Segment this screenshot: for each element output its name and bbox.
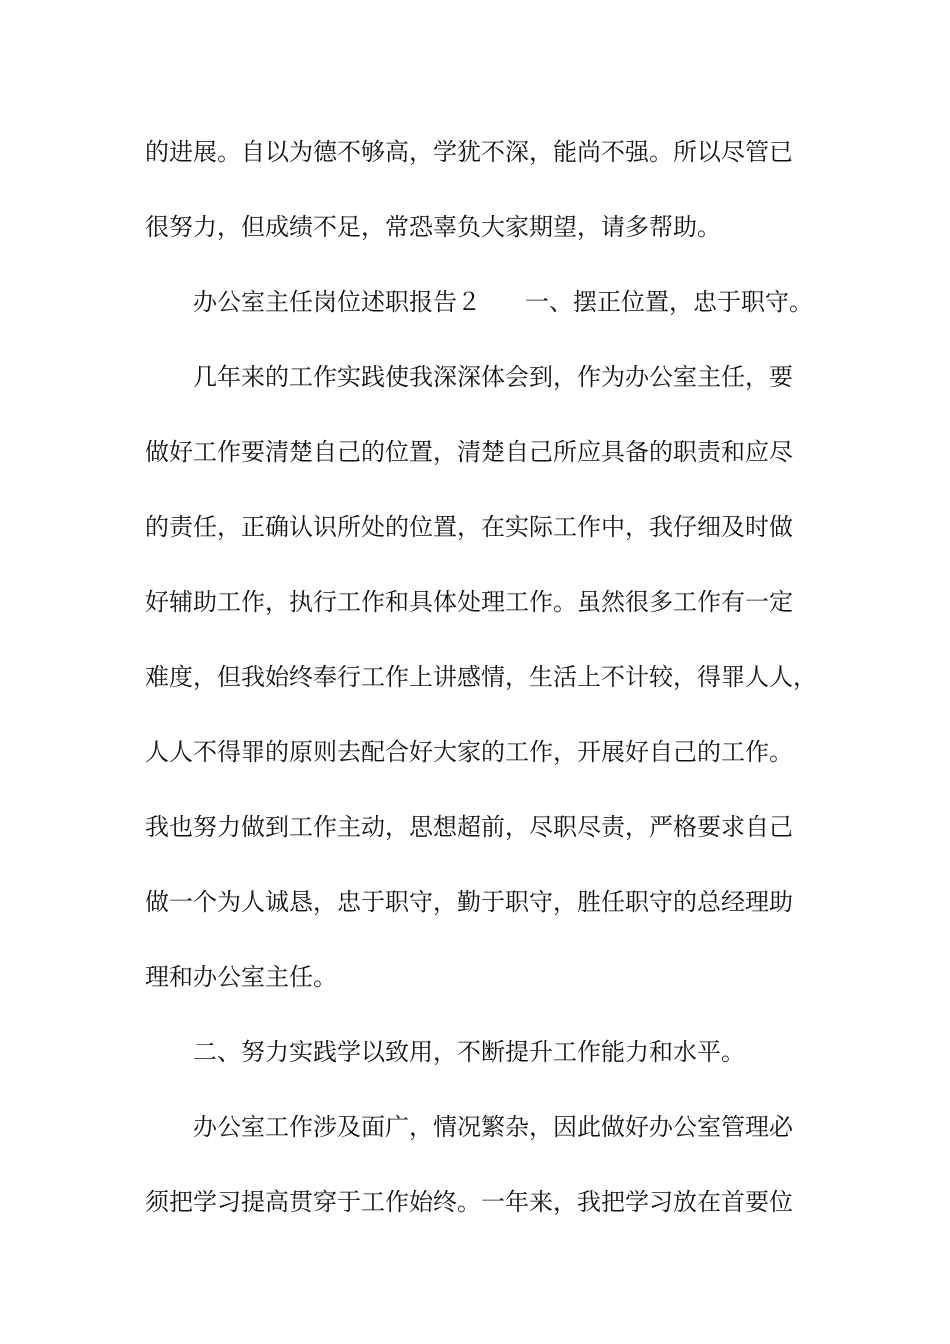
- paragraph-line: 做一个为人诚恳，忠于职守，勤于职守，胜任职守的总经理助: [145, 888, 793, 916]
- paragraph-line: 办公室工作涉及面广，情况繁杂，因此做好办公室管理必: [193, 1113, 793, 1141]
- paragraph-line: 难度，但我始终奉行工作上讲感情，生活上不计较，得罪人人，: [145, 663, 817, 691]
- paragraph-line: 的进展。自以为德不够高，学犹不深，能尚不强。所以尽管已: [145, 138, 793, 166]
- section-heading: 一、摆正位置，忠于职守。: [525, 288, 813, 316]
- section-heading-line: 二、努力实践学以致用，不断提升工作能力和水平。: [193, 1038, 745, 1066]
- paragraph-line: 人人不得罪的原则去配合好大家的工作，开展好自己的工作。: [145, 738, 793, 766]
- paragraph-line: 好辅助工作，执行工作和具体处理工作。虽然很多工作有一定: [145, 588, 793, 616]
- paragraph-line: 做好工作要清楚自己的位置，清楚自己所应具备的职责和应尽: [145, 438, 793, 466]
- paragraph-line: 须把学习提高贯穿于工作始终。一年来，我把学习放在首要位: [145, 1188, 793, 1216]
- report-title: 办公室主任岗位述职报告２: [193, 288, 481, 316]
- paragraph-line: 的责任，正确认识所处的位置，在实际工作中，我仔细及时做: [145, 513, 793, 541]
- paragraph-line: 几年来的工作实践使我深深体会到，作为办公室主任，要: [193, 363, 793, 391]
- section-heading-line: [193, 282, 883, 322]
- paragraph-line: 我也努力做到工作主动，思想超前，尽职尽责，严格要求自己: [145, 813, 793, 841]
- paragraph-line: 很努力，但成绩不足，常恐辜负大家期望，请多帮助。: [145, 213, 721, 241]
- paragraph-line: 理和办公室主任。: [145, 963, 337, 991]
